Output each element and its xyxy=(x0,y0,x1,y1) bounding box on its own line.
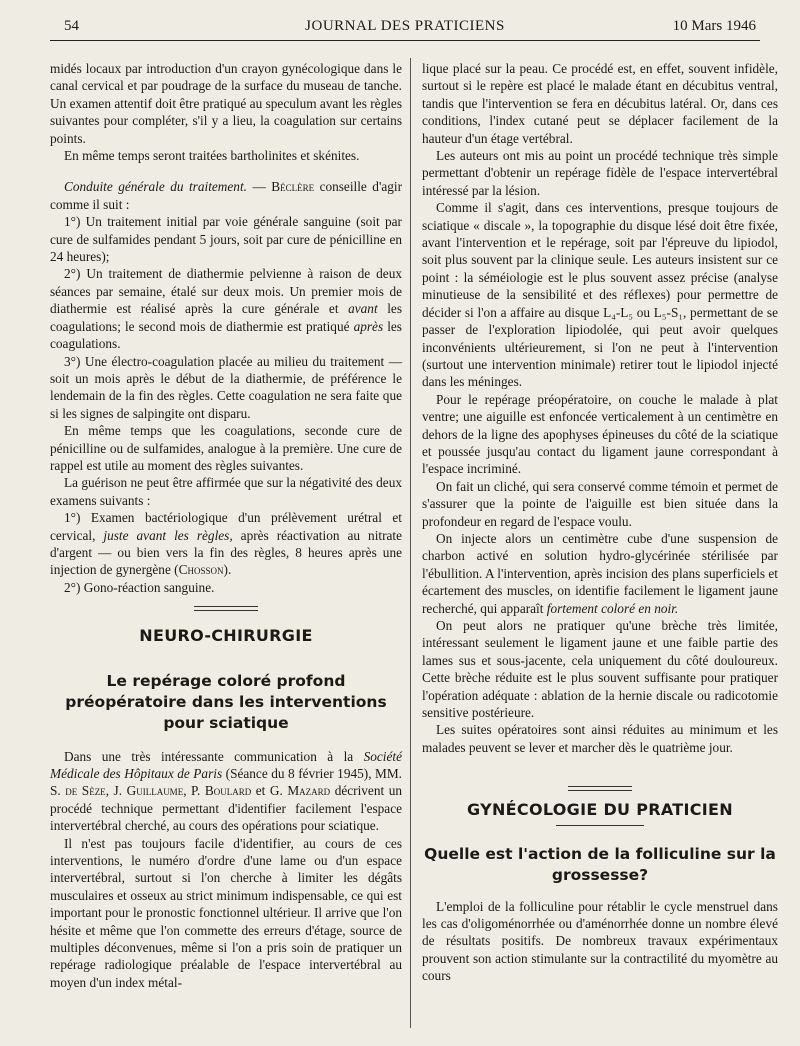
paragraph: 1°) Un traitement initial par voie générale sanguine (soit par cure de sulfamides pendant 5 jours, soit par cure de pénicilline en 24 heures); xyxy=(50,214,402,265)
paragraph: La guérison ne peut être affirmée que sur la négativité des deux examens suivants : xyxy=(50,475,402,508)
paragraph: Les auteurs ont mis au point un procédé technique très simple permettant d'obtenir un repérage fidèle de l'espace intervertébral intéressé par la lésion. xyxy=(422,148,778,198)
paragraph: midés locaux par introduction d'un crayon gynécologique dans le canal cervical et par poudrage de la surface du museau de tanche. Un examen attentif doit être pratiqué au speculum avant les règles suivantes pour compléter, s'il y a lieu, la coagulation sur certains points. xyxy=(50,61,402,146)
issue-date: 10 Mars 1946 xyxy=(672,18,756,34)
article-title: Le repérage coloré profond préopératoire dans les interventions pour sciatique xyxy=(65,671,387,732)
paragraph: On peut alors ne pratiquer qu'une brèche très limitée, intéressant seulement le ligament jaune et une faible partie des lames sus et sous-jacente, cela uniquement du côté douloureux. Cette brèche réduite est le plus souvent suffisante pour pratiquer l'opération adéquate : ablation de la hernie discale ou radicotomie sensitive postérieure. xyxy=(422,618,778,721)
column-divider xyxy=(410,58,411,1028)
section-heading: NEURO-CHIRURGIE xyxy=(139,626,313,646)
paragraph: On fait un cliché, qui sera conservé comme témoin et permet de s'assurer que la pointe de l'aiguille est bien située dans la profondeur en regard de l'espace voulu. xyxy=(422,478,778,529)
paragraph: Pour le repérage préopératoire, on couche le malade à plat ventre; une aiguille est enfoncée verticalement à un centimètre en dehors de la ligne des apophyses épineuses du côté de la sciatique et poussée jusqu'au contact du ligament jaune correspondant à l'espace incriminé. xyxy=(422,391,778,477)
paragraph: On injecte alors un centimètre cube d'une suspension de charbon activé en solution hydro-glycérinée stérilisée par l'ébullition. A l'intervention, après incision des plans superficiels et écartement des muscles, on identifie facilement le ligament jaune recherché, qui apparaît fortement coloré en noir. xyxy=(422,530,778,616)
paragraph: En même temps seront traitées bartholinites et skénites. xyxy=(64,148,360,164)
article-title: Quelle est l'action de la folliculine sur la grossesse? xyxy=(424,844,776,884)
paragraph: 1°) Examen bactériologique d'un prélèvement urétral et cervical, juste avant les règles, après réactivation au nitrate d'argent — ou bien vers la fin des règles, 8 heures après une injection de gynergène (Chosson). xyxy=(50,510,403,578)
paragraph: 2°) Un traitement de diathermie pelvienne à raison de deux séances par semaine, étalé sur deux mois. Un premier mois de diathermie est réalisé après la cure générale et avant les coagulations; le second mois de diathermie est pratiqué après les coagulations. xyxy=(50,266,402,352)
paragraph: L'emploi de la folliculine pour rétablir le cycle menstruel dans les cas d'oligoménorrhée ou d'aménorrhée donne un nombre élevé de résultats positifs. De nombreux travaux expérimentaux prouvent son action stimulante sur la contractilité du myomètre au cours xyxy=(422,898,778,984)
paragraph: Comme il s'agit, dans ces interventions, presque toujours de sciatique « discale », la topographie du disque lésé doit être fixée, avant l'intervention et le repérage, soit par l'épreuve du lipiodol, soit plus souvent par la clinique seule. Les auteurs insistent sur ce point : la séméiologie est le plus souvent assez précise (analyse minutieuse de la sensibilité et des réflexes) pour permettre de décider si l'on a affaire au disque L₄-L₅ ou L₅-S₁, permettant de se passer de l'exploration lipiodolée, qui peut avoir quelques inconvénients ultérieurement, si l'on ne peut à l'intervention (surtout une intervention minimale) retirer tout le lipiodol injecté dans les méninges. xyxy=(422,200,778,390)
right-column xyxy=(422,60,778,985)
italic-phrase: Conduite générale du traitement. xyxy=(64,179,247,195)
paragraph: Il n'est pas toujours facile d'identifier, au cours de ces interventions, le numéro d'ordre d'une lame ou d'un espace intervertébral, surtout si l'on cherche à limiter les dégâts musculaires et osseux au strict minimum indispensable, ce qui est important pour le pronostic fonctionnel ultérieur. Il arrive que l'on hésite et même que l'on commette des erreurs d'étage, source de multiples déconvenues, même si l'on a pris soin de pratiquer un repérage radiologique préalable de l'espace intervertébral au moyen d'un index métal- xyxy=(50,835,402,990)
paragraph: Dans une très intéressante communication à la Société Médicale des Hôpitaux de Paris (Séance du 8 février 1945), MM. S. de Sèze, J. Guillaume, P. Boulard et G. Mazard décrivent un procédé technique permettant d'identifier facilement l'espace intervertébral cherché, au cours des opérations pour sciatique. xyxy=(50,748,403,834)
paragraph: Conduite générale du traitement. — Béclère conseille d'agir comme il suit : xyxy=(50,179,403,212)
paragraph: 2°) Gono-réaction sanguine. xyxy=(64,579,215,595)
page-header xyxy=(50,14,760,41)
journal-title: JOURNAL DES PRATICIENS xyxy=(305,18,505,34)
author-name: Béclère xyxy=(271,179,315,195)
paragraph: Les suites opératoires sont ainsi réduites au minimum et les malades peuvent se lever et marcher dès le quatrième jour. xyxy=(422,722,778,755)
italic-phrase: fortement coloré en noir. xyxy=(546,600,679,616)
author-name: Chosson xyxy=(178,562,224,578)
paragraph: En même temps que les coagulations, seconde cure de pénicilline ou de sulfamides, analogue à la première. Une cure de rappel est utile au moment des règles suivantes. xyxy=(50,423,402,473)
page-number: 54 xyxy=(64,18,79,34)
paragraph: 3°) Une électro-coagulation placée au milieu du traitement — soit un mois après le début de la diathermie, de préférence le lendemain de la fin des règles. Cette coagulation ne sera faite que si les signes de salpingite ont disparu. xyxy=(50,353,402,421)
section-heading: GYNÉCOLOGIE DU PRATICIEN xyxy=(467,800,733,820)
left-column xyxy=(50,60,402,991)
paragraph: lique placé sur la peau. Ce procédé est, en effet, souvent infidèle, surtout si le repère est placé le malade étant en décubitus ventral, tandis que l'intervention se fera en décubitus latéral. Or, dans ces conditions, l'index cutané peut se déplacer facilement de la hauteur d'un étage vertébral. xyxy=(422,61,778,146)
